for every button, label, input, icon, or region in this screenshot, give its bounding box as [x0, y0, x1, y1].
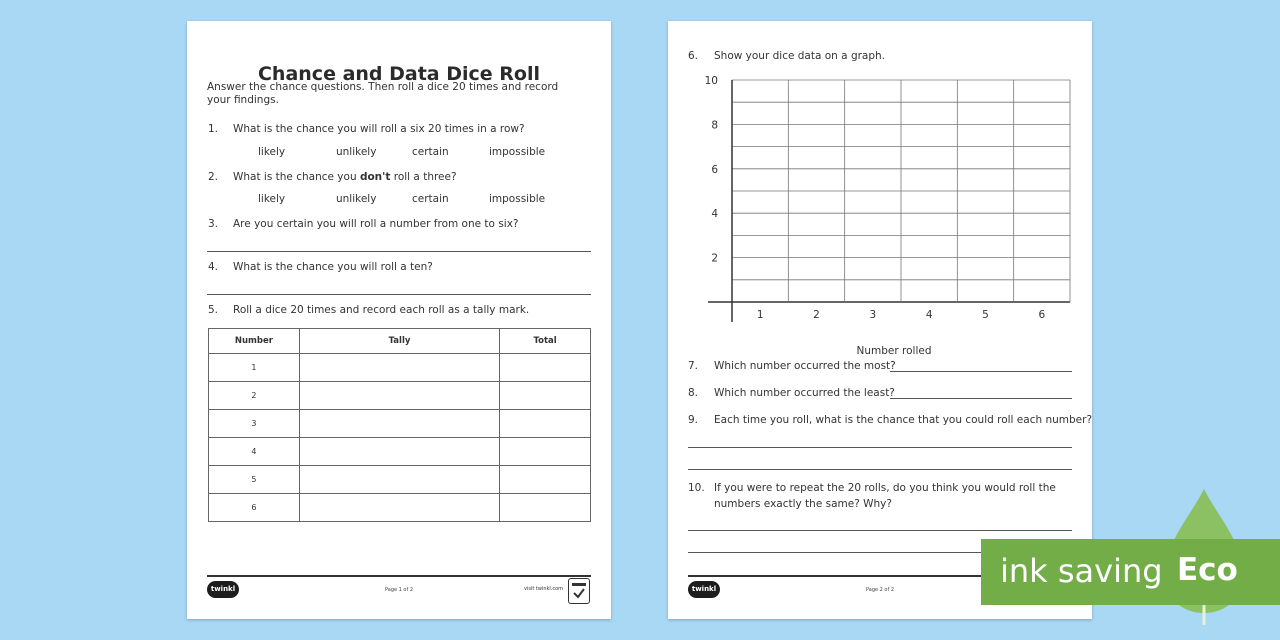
x-tick-label: 4 [925, 309, 933, 321]
eco-text: Eco [1177, 552, 1238, 588]
graph-x-ticks [757, 309, 1046, 321]
question-2-number: 2. [208, 171, 219, 183]
question-7-number: 7. [688, 360, 699, 372]
table-row [209, 466, 591, 494]
question-4-number: 4. [208, 261, 219, 273]
question-3-number: 3. [208, 218, 219, 230]
q1-option-likely: likely [258, 146, 286, 158]
row-number: 3 [209, 410, 300, 438]
question-3-text: Are you certain you will roll a number from one to six? [233, 218, 519, 230]
answer-line-q8[interactable] [890, 398, 1072, 399]
x-axis-label: Number rolled [856, 345, 932, 357]
answer-line-q3[interactable] [207, 251, 591, 252]
ink-saving-text: ink saving [1000, 552, 1163, 590]
worksheet-page-1 [187, 21, 611, 619]
total-cell[interactable] [500, 410, 591, 438]
footer-divider [207, 575, 591, 577]
answer-line-q9-1[interactable] [688, 447, 1072, 448]
total-cell[interactable] [500, 466, 591, 494]
tally-cell[interactable] [299, 494, 499, 522]
row-number: 5 [209, 466, 300, 494]
question-4-text: What is the chance you will roll a ten? [233, 261, 433, 273]
q2-option-likely: likely [258, 193, 286, 205]
y-tick-label: 2 [711, 252, 718, 265]
question-6-text: Show your dice data on a graph. [714, 50, 886, 62]
question-6-number: 6. [688, 50, 699, 62]
question-7-text: Which number occurred the most? [714, 360, 896, 372]
table-row [209, 382, 591, 410]
row-number: 2 [209, 382, 300, 410]
answer-line-q10-1[interactable] [688, 530, 1072, 531]
question-2-text: What is the chance you don't roll a three? [233, 171, 457, 183]
checked-badge-icon [568, 578, 590, 604]
question-10-text-line-2: numbers exactly the same? Why? [714, 498, 892, 510]
header-number: Number [209, 329, 300, 354]
row-number: 1 [209, 354, 300, 382]
question-9-text: Each time you roll, what is the chance that you could roll each number? [714, 414, 1093, 426]
question-5-text: Roll a dice 20 times and record each roll as a tally mark. [233, 304, 530, 316]
x-tick-label: 2 [813, 309, 820, 321]
worksheet-title: Chance and Data Dice Roll [257, 63, 540, 85]
row-number: 6 [209, 494, 300, 522]
twinkl-logo: twinkl [207, 581, 239, 598]
worksheet-page-2 [668, 21, 1092, 619]
graph-grid [708, 80, 1070, 322]
page-number: Page 1 of 2 [384, 587, 414, 593]
table-header-row [209, 329, 591, 354]
table-row [209, 410, 591, 438]
q1-option-impossible: impossible [489, 146, 546, 158]
total-cell[interactable] [500, 494, 591, 522]
q2-option-impossible: impossible [489, 193, 546, 205]
x-tick-label: 5 [982, 309, 989, 321]
q2-option-certain: certain [412, 193, 449, 205]
x-tick-label: 1 [756, 309, 764, 321]
table-row [209, 354, 591, 382]
page-number: Page 2 of 2 [865, 587, 895, 593]
answer-line-q7[interactable] [890, 371, 1072, 372]
question-9-number: 9. [688, 414, 699, 426]
intro-text-line-1: Answer the chance questions. Then roll a dice 20 times and record [207, 81, 559, 93]
total-cell[interactable] [500, 438, 591, 466]
x-tick-label: 3 [869, 309, 877, 321]
question-1-text: What is the chance you will roll a six 20 times in a row? [233, 123, 525, 135]
tally-cell[interactable] [299, 438, 499, 466]
tally-cell[interactable] [299, 466, 499, 494]
y-tick-label: 4 [711, 208, 718, 221]
table-row [209, 438, 591, 466]
question-10-text-line-1: If you were to repeat the 20 rolls, do you think you would roll the [714, 482, 1056, 494]
tally-table [208, 328, 591, 522]
q1-option-unlikely: unlikely [336, 146, 377, 158]
y-tick-label: 10 [704, 75, 718, 87]
answer-line-q9-2[interactable] [688, 469, 1072, 470]
dice-graph[interactable] [698, 72, 1078, 362]
total-cell[interactable] [500, 354, 591, 382]
question-8-text: Which number occurred the least? [714, 387, 895, 399]
twinkl-logo: twinkl [688, 581, 720, 598]
question-8-number: 8. [688, 387, 699, 399]
question-5-number: 5. [208, 304, 219, 316]
question-10-number: 10. [688, 482, 705, 494]
q2-option-unlikely: unlikely [336, 193, 377, 205]
x-tick-label: 6 [1038, 309, 1046, 321]
question-1-number: 1. [208, 123, 219, 135]
answer-line-q4[interactable] [207, 294, 591, 295]
tally-cell[interactable] [299, 382, 499, 410]
graph-y-ticks [705, 75, 719, 265]
total-cell[interactable] [500, 382, 591, 410]
header-total: Total [500, 329, 591, 354]
header-tally: Tally [299, 329, 499, 354]
table-row [209, 494, 591, 522]
intro-text-line-2: your findings. [207, 94, 279, 106]
q1-option-certain: certain [412, 146, 449, 158]
tally-cell[interactable] [299, 410, 499, 438]
y-tick-label: 8 [711, 119, 718, 132]
tally-cell[interactable] [299, 354, 499, 382]
row-number: 4 [209, 438, 300, 466]
visit-link: visit twinkl.com [524, 586, 564, 592]
y-tick-label: 6 [711, 163, 718, 176]
